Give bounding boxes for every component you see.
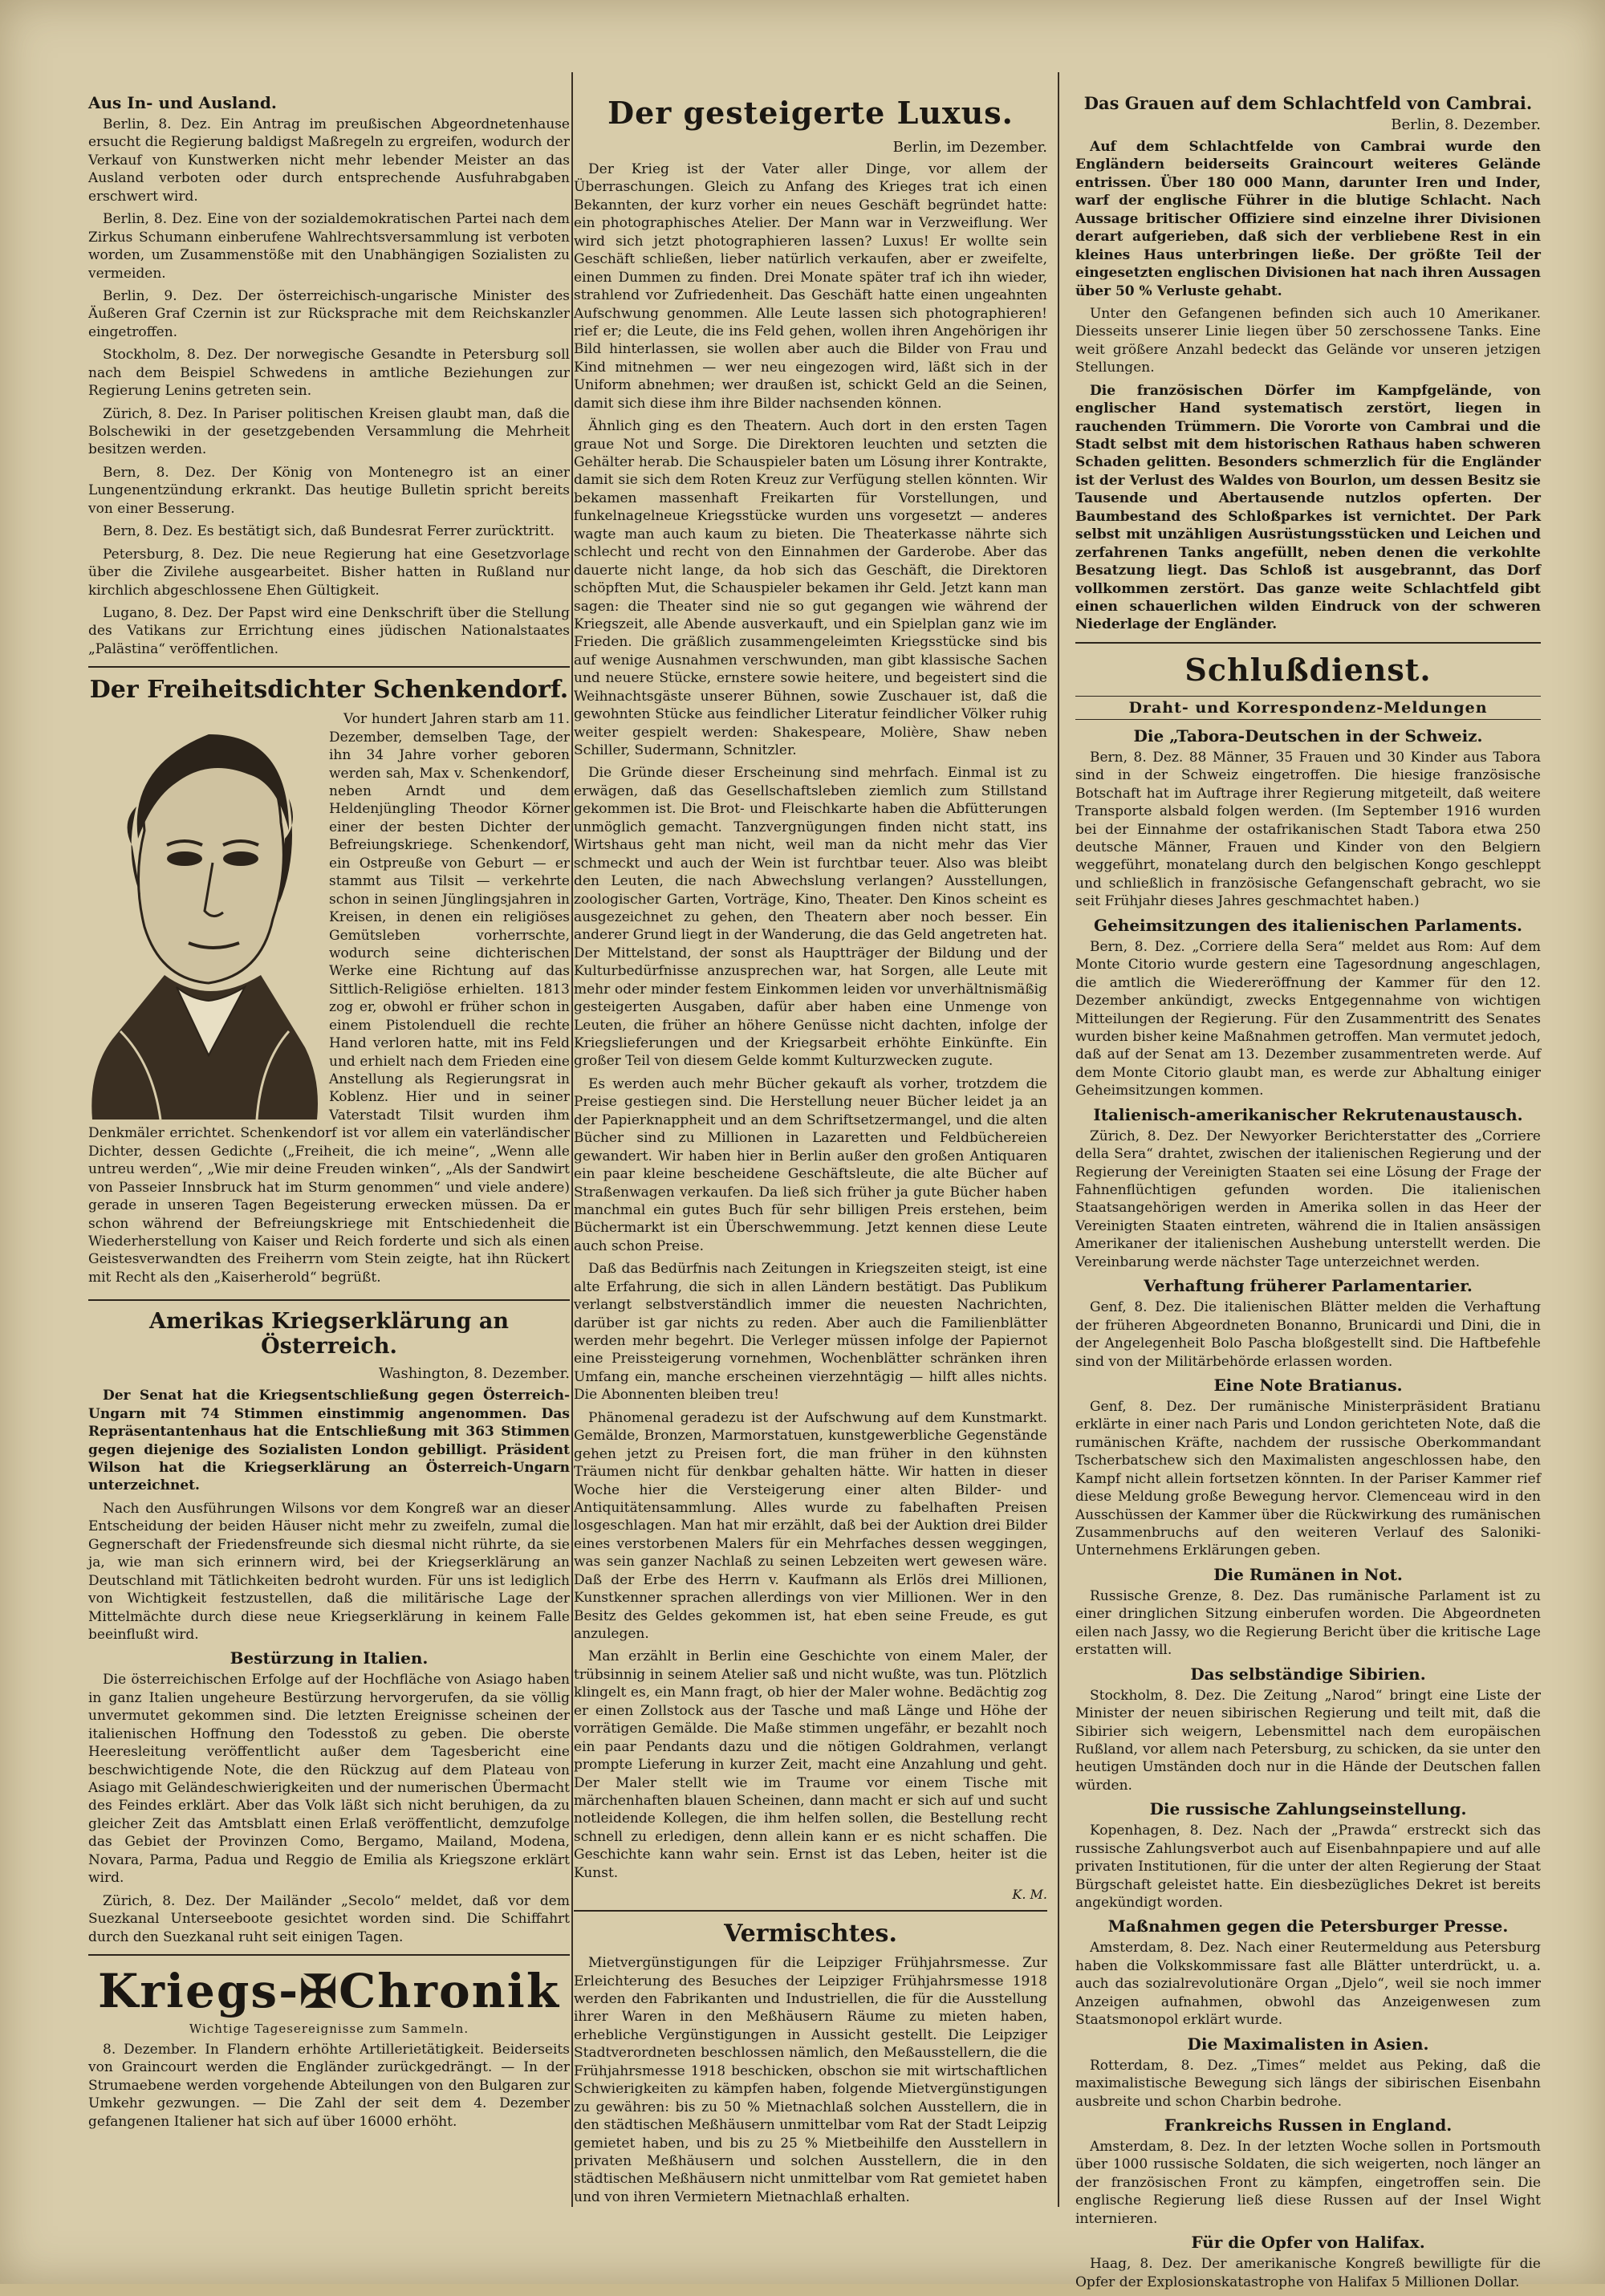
news-item: Haag, 8. Dez. Der amerikanische Kongreß bewilligte für die Opfer der Explosionskatastrophe von Halifax 5 Millionen Dollar. xyxy=(1075,2256,1541,2290)
news-subhead: Für die Opfer von Halifax. xyxy=(1191,2233,1425,2253)
news-item: Stockholm, 8. Dez. Die Zeitung „Narod“ bringt eine Liste der Minister der neuen sibirischen Regierung und teilt mit, daß die Sibirier sich weigern, Lebensmittel nach dem europäischen Rußland, vor allem nach Petersburg, zu schicken, da sie unter den heutigen Umständen doch nur in die Hände der Deutschen fallen würden. xyxy=(1075,1687,1541,1794)
author-signature: K. M. xyxy=(1012,1887,1047,1903)
article-body: Vor hundert Jahren starb am 11. Dezember, demselben Tage, der ihn 34 Jahre vorher geboren werden sah, Max v. Schenkendorf, neben Arndt und dem Heldenjüngling Theodor Körner einer der besten Dichter der Befreiungskriege. Schenkendorf, ein Ostpreuße von Geburt — er stammt aus Tilsit — verkehrte schon in seinen Jünglingsjahren in Kreisen, in denen ein religiöses Gemütsleben vorherrschte, wodurch seine dichterischen Werke eine Richtung auf das Sittlich-Religiöse erhielten. 1813 zog er, obwohl er früher schon in einem Pistolenduell die rechte Hand verloren hatte, mit ins Feld und erhielt nach dem Frieden eine Anstellung als Regierungsrat in Koblenz. Hier und in seiner Vaterstadt Tilsit wurden ihm Denkmäler errichtet. Schenkendorf ist vor allem ein vaterländischer Dichter, dessen Gedichte („Freiheit, die ich meine“, „Wenn alle untreu werden“, „Wie mir deine Freuden winken“, „Als der Sandwirt von Passeier Innsbruck hat im Sturm genommen“ und viele andere) gerade in unseren Tagen Begeisterung erwecken müssen. Da er schon während der Befreiungskriege mit Entschiedenheit die Wiederherstellung von Kaiser und Reich forderte und sich als einen Geistesverwandten des Freiherrn vom Stein zeigte, hat ihn Rückert mit Recht als den „Kaiserherold“ begrüßt. xyxy=(88,711,570,1286)
portrait-engraving-image xyxy=(88,710,321,1120)
column-right xyxy=(1075,88,1541,2296)
dateline: Washington, 8. Dezember. xyxy=(378,1365,570,1383)
article-body: Daß das Bedürfnis nach Zeitungen in Kriegszeiten steigt, ist eine alte Erfahrung, die sich in allen Ländern bestätigt. Das Publikum verlangt selbstverständlich immer die neuesten Nachrichten, darüber ist gar nichts zu reden. Aber auch die Familienblätter werden mehr begehrt. Die Verleger müssen infolge der Papiernot eine Preissteigerung vornehmen, Wochenblätter schränken ihren Umfang ein, manche erscheinen vierzehntägig — hilft alles nichts. Die Abonnenten bleiben treu! xyxy=(574,1261,1047,1404)
news-item: Bern, 8. Dez. „Corriere della Sera“ meldet aus Rom: Auf dem Monte Citorio wurde gestern eine Tagesordnung angeschlagen, die amtlich die Wiedereröffnung der Kammer für den 12. Dezember ankündigt, zwecks Entgegennahme von wichtigen Mitteilungen der Regierung. Für den Zusammentritt des Senates wurden bisher keine Maßnahmen getroffen. Man vermutet jedoch, daß auf der Senat am 13. Dezember zusammentreten werde. Auf dem Monte Citorio glaubt man, es werde zur Abhaltung einiger Geheimsitzungen kommen. xyxy=(1075,938,1541,1099)
dateline: Berlin, im Dezember. xyxy=(892,139,1047,156)
schlussdienst-list xyxy=(1075,726,1541,2291)
article-body: Die französischen Dörfer im Kampfgelände, von englischer Hand systematisch zerstört, liegen in rauchenden Trümmern. Die Vororte von Cambrai und die Stadt selbst mit dem historischen Rathaus haben schweren Schaden gelitten. Besonders schmerzlich für die Engländer ist der Verlust des Waldes von Bourlon, um dessen Besitz sie Tausende und Abertausende nutzlos opferten. Der Baumbestand des Schloßparkes ist vernichtet. Der Park selbst mit unzähligen Ausrüstungsstücken und Leichen und zerfahrenen Tanks angefüllt, neben denen die verkohlte Besatzung liegt. Das Schloß ist ausgebrannt, das Dorf vollkommen zerstört. Das ganze weite Schlachtfeld gibt einen schauerlichen wilden Eindruck von der schweren Niederlage der Engländer. xyxy=(1075,382,1541,633)
article-body: Unter den Gefangenen befinden sich auch 10 Amerikaner. Diesseits unserer Linie liegen über 50 zerschossene Tanks. Eine weit größere Anzahl bedeckt das Gelände vor unseren jetzigen Stellungen. xyxy=(1075,305,1541,376)
column-left xyxy=(88,88,570,2135)
article-body: Auf dem Schlachtfelde von Cambrai wurde den Engländern beiderseits Graincourt weiteres Gelände entrissen. Über 180 000 Mann, darunter Iren und Inder, warf der englische Führer in die blutige Schlacht. Nach Aussage britischer Offiziere sind einzelne ihrer Divisionen derart aufgerieben, daß sich der verbliebene Rest in ein kleines Haus unterbringen ließe. Der größte Teil der eingesetzten englischen Divisionen hat nach ihren Aussagen über 50 % Verluste gehabt. xyxy=(1075,139,1541,299)
article-title-luxus: Der gesteigerte Luxus. xyxy=(607,95,1014,131)
news-item: Genf, 8. Dez. Die italienischen Blätter melden die Verhaftung der früheren Abgeordneten Bonanno, Brunicardi und Dini, die in der Angelegenheit Bolo Pascha bloßgestellt sind. Die Haftbefehle sind von der Militärbehörde erlassen worden. xyxy=(1075,1299,1541,1370)
chronik-tagline: Wichtige Tagesereignisse zum Sammeln. xyxy=(189,2021,469,2036)
news-item: Berlin, 8. Dez. Ein Antrag im preußischen Abgeordnetenhause ersucht die Regierung baldigst Maßregeln zu ergreifen, wodurch der Verkauf von Kunstwerken nicht mehr lebender Meister an das Ausland verboten oder durch entsprechende Ausfuhrabgaben erschwert wird. xyxy=(88,116,570,205)
article-body: Der Krieg ist der Vater aller Dinge, vor allem der Überraschungen. Gleich zu Anfang des Krieges trat ich einen Bekannten, der kurz vorher ein neues Geschäft begründet hatte: ein photographisches Atelier. Der Mann war in Verzweiflung. Wer wird sich jetzt photographieren lassen? Luxus! Er wollte sein Geschäft schließen, lieber natürlich verkaufen, aber er zweifelte, einen Dummen zu finden. Drei Monate später traf ich ihn wieder, strahlend vor Zufriedenheit. Das Geschäft hatte einen ungeahnten Aufschwung genommen. Alle Leute lassen sich photographieren! rief er; die Leute, die ins Feld gehen, wollen ihren Angehörigen ihr Bild hinterlassen, sie wollen aber auch die Bilder von Frau und Kind mitnehmen — wer neu eingezogen wird, läßt sich in der Uniform abnehmen; wer draußen ist, schickt Geld an die Seinen, damit sich diese ihm ihre Bilder nachsenden können. xyxy=(574,161,1047,412)
dateline: Berlin, 8. Dezember. xyxy=(1391,116,1541,133)
article-body: Die österreichischen Erfolge auf der Hochfläche von Asiago haben in ganz Italien ungeheure Bestürzung hervorgerufen, da sie völlig unvermutet gekommen sind. Die letzten Ereignisse scheinen der italienischen Hoffnung den Todesstoß zu geben. Die oberste Heeresleitung veröffentlicht außer dem Tagesbericht eine beschwichtigende Note, die den Rückzug auf dem Plateau von Asiago mit Geländeschwierigkeiten und der numerischen Übermacht des Feindes erklärt. Aber das Volk läßt sich nicht beruhigen, da zu gleicher Zeit das Amtsblatt einen Erlaß veröffentlicht, demzufolge das Gebiet der Provinzen Como, Bergamo, Mailand, Modena, Novara, Parma, Padua und Reggio de Emilia als Kriegszone erklärt wird. xyxy=(88,1672,570,1887)
article-schenkendorf xyxy=(88,710,570,1286)
news-item: Berlin, 8. Dez. Eine von der sozialdemokratischen Partei nach dem Zirkus Schumann einberufene Wahlrechtsversammlung ist verboten worden, um Zusammenstöße mit den Unabhängigen Sozialisten zu vermeiden. xyxy=(88,211,570,282)
chronik-title-left: Kriegs- xyxy=(97,1963,300,2018)
news-subhead: Eine Note Bratianus. xyxy=(1213,1375,1403,1395)
column-middle xyxy=(574,88,1047,2211)
article-body: Man erzählt in Berlin eine Geschichte von einem Maler, der trübsinnig in seinem Atelier saß und nicht wußte, was tun. Plötzlich klingelt es, ein Mann fragt, ob hier der Maler wohne. Bedächtig zog er einen Zollstock aus der Tasche und maß Länge und Höhe der vorrätigen Gemälde. Die Maße stimmen ungefähr, er bezahlt noch ein paar Pendants dazu und die nötigen Goldrahmen, verlangt prompte Lieferung in kurzer Zeit, macht eine Anzahlung und geht. Der Maler stellt wie im Traume vor einem Tische mit märchenhaften blauen Scheinen, dann macht er sich auf und sucht notleidende Kollegen, die ihm helfen sollen, die Bestellung recht schnell zu erledigen, denn allein kann er es nicht schaffen. Die Geschichte kann wahr sein. Ernst ist das Leben, heiter ist die Kunst. xyxy=(574,1648,1047,1881)
article-body: Zürich, 8. Dez. Der Mailänder „Secolo“ meldet, daß vor dem Suezkanal Unterseeboote gesichtet worden sind. Die Schiffahrt durch den Suezkanal ruht seit einigen Tagen. xyxy=(88,1892,570,1945)
news-subhead: Frankreichs Russen in England. xyxy=(1164,2115,1453,2135)
news-item: Zürich, 8. Dez. In Pariser politischen Kreisen glaubt man, daß die Bolschewiki in der gesetzgebenden Versammlung die Mehrheit besitzen werden. xyxy=(88,405,570,458)
article-body: Es werden auch mehr Bücher gekauft als vorher, trotzdem die Preise gestiegen sind. Die Herstellung neuer Bücher leidet ja an der Papierknappheit und an dem Schriftsetzermangel, und die alten Bücher sind zu Millionen in Lazaretten und Feldbüchereien gewandert. Wir haben hier in Berlin außer den großen Antiquaren ein paar kleine bescheidene Geschäftsleute, die alte Bücher auf Straßenwagen verkaufen. Da ließ sich früher ja gute Bücher haben manchmal ein gutes Buch für sehr billigen Preis erstehen, beim Büchermarkt ist ein Überschwemmung. Jetzt kennen diese Leute auch schon Preise. xyxy=(574,1075,1047,1254)
divider xyxy=(88,1299,570,1301)
section-title-aus-in-und-ausland: Aus In- und Ausland. xyxy=(88,93,277,112)
article-title-schenkendorf: Der Freiheitsdichter Schenkendorf. xyxy=(89,676,569,705)
section-title-schlussdienst: Schlußdienst. xyxy=(1184,651,1432,688)
news-item: Bern, 8. Dez. 88 Männer, 35 Frauen und 30 Kinder aus Tabora sind in der Schweiz eingetroffen. Die hiesige französische Botschaft hat im Auftrage ihrer Regierung mitgeteilt, daß weitere Transporte alsbald folgen werden. (Im September 1916 wurden bei der Einnahme der ostafrikanischen Stadt Tabora etwa 250 deutsche Männer, Frauen und Kinder von den Belgiern weggeführt, monatelang durch den belgischen Kongo geschleppt und schließlich in französische Gefangenschaft gebracht, wo sie seit Frühjahr dieses Jahres geschmachtet haben.) xyxy=(1075,749,1541,910)
news-item: Rotterdam, 8. Dez. „Times“ meldet aus Peking, daß die maximalistische Bewegung sich längs der sibirischen Eisenbahn ausbreite und schon Charbin bedrohe. xyxy=(1075,2057,1541,2110)
article-title-cambrai: Das Grauen auf dem Schlachtfeld von Cambrai. xyxy=(1083,93,1533,113)
chronik-body: 8. Dezember. In Flandern erhöhte Artillerietätigkeit. Beiderseits von Graincourt werden die Engländer zurückgedrängt. — In der Strumaebene werden vorgehende Abteilungen von den Bulgaren zur Umkehr gezwungen. — Die Zahl der seit dem 4. Dezember gefangenen Italiener hat sich auf über 16000 erhöht. xyxy=(88,2041,570,2130)
article-body: Mietvergünstigungen für die Leipziger Frühjahrsmesse. Zur Erleichterung des Besuches der Leipziger Frühjahrsmesse 1918 werden den Fabrikanten und Industriellen, die für die Ausstellung ihrer Waren in den Meßhäusern Räume zu mieten haben, erhebliche Vergünstigungen in Aussicht gestellt. Die Leipziger Stadtverordneten beschlossen nämlich, den Meßausstellern, die die Frühjahrsmesse 1918 beschicken, obschon sie mit wirtschaftlichen Schwierigkeiten zu kämpfen haben, folgende Mietvergünstigungen zu gewähren: bis zu 50 % Mietnachlaß solchen Ausstellern, die in den städtischen Meßhäusern unmittelbar vom Rat der Stadt Leipzig gemietet haben, und bis zu 25 % Mietbeihilfe den Ausstellern in privaten Meßhäusern und solchen Ausstellern, die in den städtischen Meßhäusern nicht unmittelbar vom Rat gemietet haben und von ihren Vermietern Mietnachlaß erhalten. xyxy=(574,1955,1047,2205)
news-item: Amsterdam, 8. Dez. In der letzten Woche sollen in Portsmouth über 1000 russische Soldaten, die sich weigerten, noch länger an der französischen Front zu kämpfen, eingetroffen sein. Die englische Regierung ließ diese Russen auf der Insel Wight internieren. xyxy=(1075,2138,1541,2227)
news-subhead: Italienisch-amerikanischer Rekrutenaustausch. xyxy=(1093,1104,1523,1124)
article-body: Der Senat hat die Kriegsentschließung gegen Österreich-Ungarn mit 74 Stimmen einstimmig angenommen. Das Repräsentantenhaus hat die Entschließung mit 363 Stimmen gegen diejenige des Sozialisten London gebilligt. Präsident Wilson hat die Kriegserklärung an Österreich-Ungarn unterzeichnet. xyxy=(88,1388,570,1494)
news-item: Amsterdam, 8. Dez. Nach einer Reutermeldung aus Petersburg haben die Volkskommissare fast alle Blätter unterdrückt, u. a. auch das sozialrevolutionäre Organ „Djelo“, weil sie noch immer Anzeigen aufnahmen, obwohl das Anzeigenwesen zum Staatsmonopol erklärt wurde. xyxy=(1075,1940,1541,2029)
iron-cross-icon: ✠ xyxy=(299,1965,339,2018)
divider xyxy=(88,666,570,668)
article-body: Phänomenal geradezu ist der Aufschwung auf dem Kunstmarkt. Gemälde, Bronzen, Marmorstatuen, kunstgewerbliche Gegenstände gehen jetzt zu Preisen fort, die man früher in den kühnsten Träumen nicht für denkbar gehalten hätte. Wir hatten in dieser Woche hier die Versteigerung einer alten Bilder- und Antiquitätensammlung. Alles wurde zu fabelhaften Preisen losgeschlagen. Man hat mir erzählt, daß bei der Auktion drei Bilder eines verstorbenen Malers für ein Mehrfaches dessen weggingen, was sein ganzer Nachlaß zu seinen Lebzeiten wert gewesen wäre. Daß der Erbe des Herrn v. Kaufmann als Erlös drei Millionen, Kunstkenner sprachen allerdings von vier Millionen. Wer in den Besitz des Geldes gekommen ist, hat eben seine Freude, es gut anzulegen. xyxy=(574,1409,1047,1642)
news-subhead: Die Maximalisten in Asien. xyxy=(1187,2034,1429,2054)
news-subhead: Die Rumänen in Not. xyxy=(1213,1564,1403,1584)
news-item: Bern, 8. Dez. Es bestätigt sich, daß Bundesrat Ferrer zurücktritt. xyxy=(103,523,555,540)
chronik-title-right: Chronik xyxy=(339,1963,561,2018)
news-subhead: Die russische Zahlungseinstellung. xyxy=(1149,1799,1467,1819)
news-item: Stockholm, 8. Dez. Der norwegische Gesandte in Petersburg soll nach dem Beispiel Schwedens in amtliche Beziehungen zur Regierung Lenins getreten sein. xyxy=(88,347,570,400)
news-item: Berlin, 9. Dez. Der österreichisch-ungarische Minister des Äußeren Graf Czernin ist zur Rücksprache mit dem Reichskanzler eingetroffen. xyxy=(88,287,570,340)
divider xyxy=(88,1954,570,1956)
article-body: Die Gründe dieser Erscheinung sind mehrfach. Einmal ist zu erwägen, daß das Gesellschaftsleben ziemlich zum Stillstand gekommen ist. Die Brot- und Fleischkarte haben die Abfütterungen unmöglich gemacht. Tanzvergnügungen finden nicht statt, ins Wirtshaus geht man nicht, weil man da nicht mehr das Vier schmeckt und auch der Wein ist furchtbar teuer. Also was bleibt den Leuten, die nach Abwechslung verlangen? Ausstellungen, zoologischer Garten, Vorträge, Kino, Theater. Den Kinos scheint es ausgezeichnet zu gehen, den Theatern aber noch besser. Ein anderer Grund liegt in der Wanderung, die das Geld angetreten hat. Der Mittelstand, der sonst als Hauptträger der Bildung und der Kulturbedürfnisse anzusprechen war, hat Sorgen, alle Leute mit mehr oder minder festem Einkommen leiden vor unverhältnismäßig gesteigerten Ausgaben, dafür aber haben eine Unmenge von Leuten, die früher an höhere Genüsse nicht dachten, infolge der Kriegslieferungen und der Kriegsarbeit erhöhte Einkünfte. Ein großer Teil von diesem Gelde kommt Kulturzwecken zugute. xyxy=(574,765,1047,1070)
news-subhead: Geheimsitzungen des italienischen Parlaments. xyxy=(1093,915,1522,935)
news-item: Petersburg, 8. Dez. Die neue Regierung hat eine Gesetzvorlage über die Zivilehe ausgearbeitet. Bisher hatten in Rußland nur kirchlich abgeschlossene Ehen Gültigkeit. xyxy=(88,546,570,599)
news-item: Zürich, 8. Dez. Der Newyorker Berichterstatter des „Corriere della Sera“ drahtet, zwischen der italienischen Regierung und der Regierung der Vereinigten Staaten sei eine Lösung der Frage der Fahnenflüchtigen gefunden worden. Die italienischen Staatsangehörigen werden in Amerika sollen in das Heer der Vereinigten Staaten eintreten, während die in Italien ansässigen Amerikaner der italienischen Aushebung unterstellt werden. Die Vereinbarung werde nächster Tage unterzeichnet werden. xyxy=(1075,1128,1541,1270)
section-subtitle: Draht- und Korrespondenz-Meldungen xyxy=(1075,696,1541,720)
article-body: Nach den Ausführungen Wilsons vor dem Kongreß war an dieser Entscheidung der beiden Häuser nicht mehr zu zweifeln, zumal die Gegnerschaft der Friedensfreunde sich diesmal nicht rührte, da sie ja, wie man sich erinnern wird, bei der Kriegserklärung an Deutschland mit Tätlichkeiten bedroht wurden. Für uns ist lediglich von Wichtigkeit festzustellen, daß die militärische Lage der Mittelmächte durch diese neue Kriegserklärung in keinem Falle beeinflußt wird. xyxy=(88,1500,570,1643)
news-item: Russische Grenze, 8. Dez. Das rumänische Parlament ist zu einer dringlichen Sitzung einberufen worden. Die Abgeordneten eilen nach Jassy, wo die Regierung Bericht über die kritische Lage erstatten will. xyxy=(1075,1587,1541,1659)
column-rule xyxy=(1058,72,1059,2207)
article-title-vermischtes: Vermischtes. xyxy=(724,1920,897,1949)
news-subhead: Verhaftung früherer Parlamentarier. xyxy=(1144,1276,1473,1296)
divider xyxy=(574,1910,1047,1912)
article-title-amerika: Amerikas Kriegserklärung an Österreich. xyxy=(149,1309,509,1359)
news-item: Genf, 8. Dez. Der rumänische Ministerpräsident Bratianu erklärte in einer nach Paris und London gerichteten Note, daß die rumänischen Kräfte, nachdem der russische Oberkommandant Tscherbatschew sich den Maximalisten angeschlossen habe, den Kampf nicht allein fortsetzen könnten. In der Pariser Kammer rief diese Meldung große Bewegung hervor. Clemenceau wird in den Ausschüssen der Kammer über die Rückwirkung des rumänischen Zusammenbruchs auf den weiteren Verlauf des Saloniki-Unternehmens Erklärungen geben. xyxy=(1075,1398,1541,1559)
article-body: Ähnlich ging es den Theatern. Auch dort in den ersten Tagen graue Not und Sorge. Die Direktoren leuchten und setzten die Gehälter herab. Die Schauspieler baten um Lösung ihrer Kontrakte, damit sie sich dem Roten Kreuz zur Verfügung stellen könnten. Wir bekamen massenhaft Freikarten für Vorstellungen, und funkelnagelneue Kriegsstücke wurden uns vorgesetzt — anderes wagte man auch kaum zu bieten. Die Theaterkasse nährte sich schlecht und recht von den Einnahmen der Garderobe. Aber das dauerte nicht lange, da hob sich das Geschäft, die Direktoren schöpften Mut, die Schauspieler bekamen ihr Geld. Jetzt kann man sagen: die Theater sind nie so gut gegangen wie während der Kriegszeit, alle Abende ausverkauft, und ein Spielplan ganz wie im Frieden. Die gräßlich zusammengeleimten Kriegsstücke sind bis auf wenige Ausnahmen verschwunden, man gibt klassische Sachen und neuere Stücke, ernstere sowie heitere, und begeistert sind die Weihnachtsgäste unserer Bühnen, sowie Zuschauer ist, daß die gewohnten Stücke aus feindlicher Literatur feindlicher Völker ruhig weiter gespielt werden: Shakespeare, Molière, Shaw neben Schiller, Sudermann, Schnitzler. xyxy=(574,418,1047,758)
news-item: Bern, 8. Dez. Der König von Montenegro ist an einer Lungenentzündung erkrankt. Das heutige Bulletin spricht bereits von einer Besserung. xyxy=(88,464,570,517)
column-rule xyxy=(571,72,573,2207)
news-item: Kopenhagen, 8. Dez. Nach der „Prawda“ erstreckt sich das russische Zahlungsverbot auch auf Eisenbahnpapiere und auf alle privaten Institutionen, für die unter der alten Regierung der Staat Bürgschaft geleistet hatte. Ein diesbezügliches Dekret ist bereits angekündigt worden. xyxy=(1075,1823,1541,1911)
subhead-bestuerzung: Bestürzung in Italien. xyxy=(230,1648,429,1668)
news-subhead: Das selbständige Sibirien. xyxy=(1190,1664,1426,1684)
news-items xyxy=(88,116,570,658)
news-item: Lugano, 8. Dez. Der Papst wird eine Denkschrift über die Stellung des Vatikans zur Errichtung eines jüdischen Nationalstaates „Palästina“ veröffentlichen. xyxy=(88,604,570,657)
kriegs-chronik-masthead xyxy=(88,1964,570,2018)
news-subhead: Maßnahmen gegen die Petersburger Presse. xyxy=(1107,1916,1509,1936)
divider xyxy=(1075,642,1541,644)
news-subhead: Die „Tabora-Deutschen in der Schweiz. xyxy=(1133,725,1483,746)
